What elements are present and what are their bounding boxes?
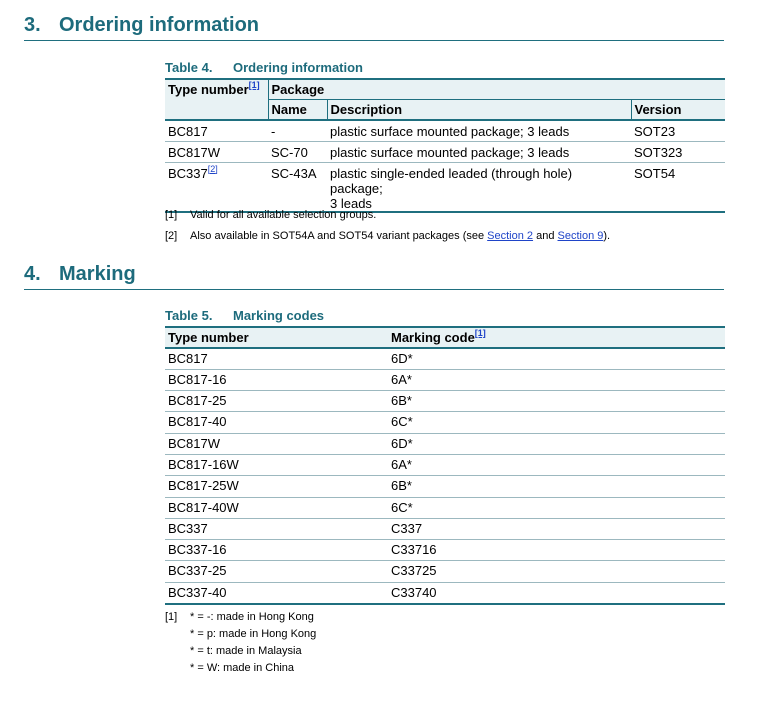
table-5-caption: Marking codes — [233, 308, 325, 323]
table-4-caption: Ordering information — [233, 60, 363, 75]
cell-type: BC817 — [165, 120, 268, 141]
cell-marking-code: 6C* — [388, 497, 725, 518]
note-1: [1] Valid for all available selection groups. — [165, 209, 377, 221]
cell-version: SOT54 — [631, 162, 725, 212]
section-4-number: 4. — [24, 263, 41, 285]
cell-type-number: BC337-16 — [165, 540, 388, 561]
cell-type-number: BC337 — [165, 518, 388, 539]
section-3-title: Ordering information — [59, 14, 259, 36]
section-4-title: Marking — [59, 263, 136, 285]
section-3-number: 3. — [24, 14, 41, 36]
cell-type-number: BC817-16 — [165, 369, 388, 390]
cell-marking-code: 6D* — [388, 348, 725, 369]
header-description: Description — [327, 99, 631, 120]
cell-type-number: BC817W — [165, 433, 388, 454]
cell-description: plastic surface mounted package; 3 leads — [327, 120, 631, 141]
cell-description: plastic surface mounted package; 3 leads — [327, 141, 631, 162]
section-3-heading — [24, 13, 724, 41]
table-row — [165, 454, 725, 475]
table-5-notes — [165, 609, 316, 677]
note-line: * = t: made in Malaysia — [190, 645, 302, 657]
table-5-title — [165, 308, 324, 323]
cell-marking-code: 6B* — [388, 476, 725, 497]
table-row — [165, 412, 725, 433]
cell-version: SOT23 — [631, 120, 725, 141]
table-row — [165, 369, 725, 390]
section-4-heading — [24, 262, 724, 290]
table-row — [165, 391, 725, 412]
table-row — [165, 433, 725, 454]
table-row — [165, 561, 725, 582]
header-package: Package — [268, 79, 725, 99]
table-row — [165, 348, 725, 369]
table-row — [165, 582, 725, 603]
cell-type: BC817W — [165, 141, 268, 162]
cell-type-number: BC817-16W — [165, 454, 388, 475]
cell-type-number: BC817-40 — [165, 412, 388, 433]
footnote-ref-1-link[interactable]: [1] — [248, 80, 260, 90]
header-type-number: Type number[1] — [165, 79, 268, 120]
cell-type-number: BC337-40 — [165, 582, 388, 603]
note-line: [1] * = -: made in Hong Kong — [165, 611, 314, 623]
header-version: Version — [631, 99, 725, 120]
marking-codes-table — [165, 326, 725, 605]
table-row — [165, 476, 725, 497]
note-line: * = p: made in Hong Kong — [190, 628, 317, 640]
cell-type-number: BC817-25W — [165, 476, 388, 497]
cell-description: plastic single-ended leaded (through hole) package; 3 leads — [327, 162, 631, 212]
cell-marking-code: 6B* — [388, 391, 725, 412]
cell-marking-code: C337 — [388, 518, 725, 539]
cell-type: BC337[2] — [165, 162, 268, 212]
cell-marking-code: 6A* — [388, 454, 725, 475]
table-row — [165, 540, 725, 561]
table-row — [165, 120, 725, 141]
cell-type-number: BC337-25 — [165, 561, 388, 582]
section-9-link[interactable]: Section 9 — [557, 230, 604, 242]
footnote-ref-2-link[interactable]: [2] — [207, 163, 218, 174]
cell-marking-code: C33725 — [388, 561, 725, 582]
cell-version: SOT323 — [631, 141, 725, 162]
table-row — [165, 518, 725, 539]
table-4-notes — [165, 209, 610, 251]
cell-type-number: BC817 — [165, 348, 388, 369]
cell-marking-code: C33740 — [388, 582, 725, 603]
cell-marking-code: 6C* — [388, 412, 725, 433]
cell-type-number: BC817-25 — [165, 391, 388, 412]
table-row — [165, 141, 725, 162]
cell-marking-code: C33716 — [388, 540, 725, 561]
table-row — [165, 497, 725, 518]
cell-name: SC-43A — [268, 162, 327, 212]
table-5-label: Table 5. — [165, 308, 213, 323]
header-name: Name — [268, 99, 327, 120]
table-4-title — [165, 60, 363, 75]
footnote-ref-1-link[interactable]: [1] — [474, 328, 486, 338]
header-type-number: Type number — [165, 327, 388, 348]
cell-name: SC-70 — [268, 141, 327, 162]
ordering-information-table — [165, 78, 725, 213]
cell-marking-code: 6D* — [388, 433, 725, 454]
table-4-label: Table 4. — [165, 60, 213, 75]
section-2-link[interactable]: Section 2 — [487, 230, 534, 242]
table-row — [165, 162, 725, 212]
header-marking-code: Marking code[1] — [388, 327, 725, 348]
note-line: * = W: made in China — [190, 662, 295, 674]
note-2: [2] Also available in SOT54A and SOT54 variant packages (see Section 2 and Section 9). — [165, 230, 611, 242]
cell-type-number: BC817-40W — [165, 497, 388, 518]
cell-name: - — [268, 120, 327, 141]
cell-marking-code: 6A* — [388, 369, 725, 390]
